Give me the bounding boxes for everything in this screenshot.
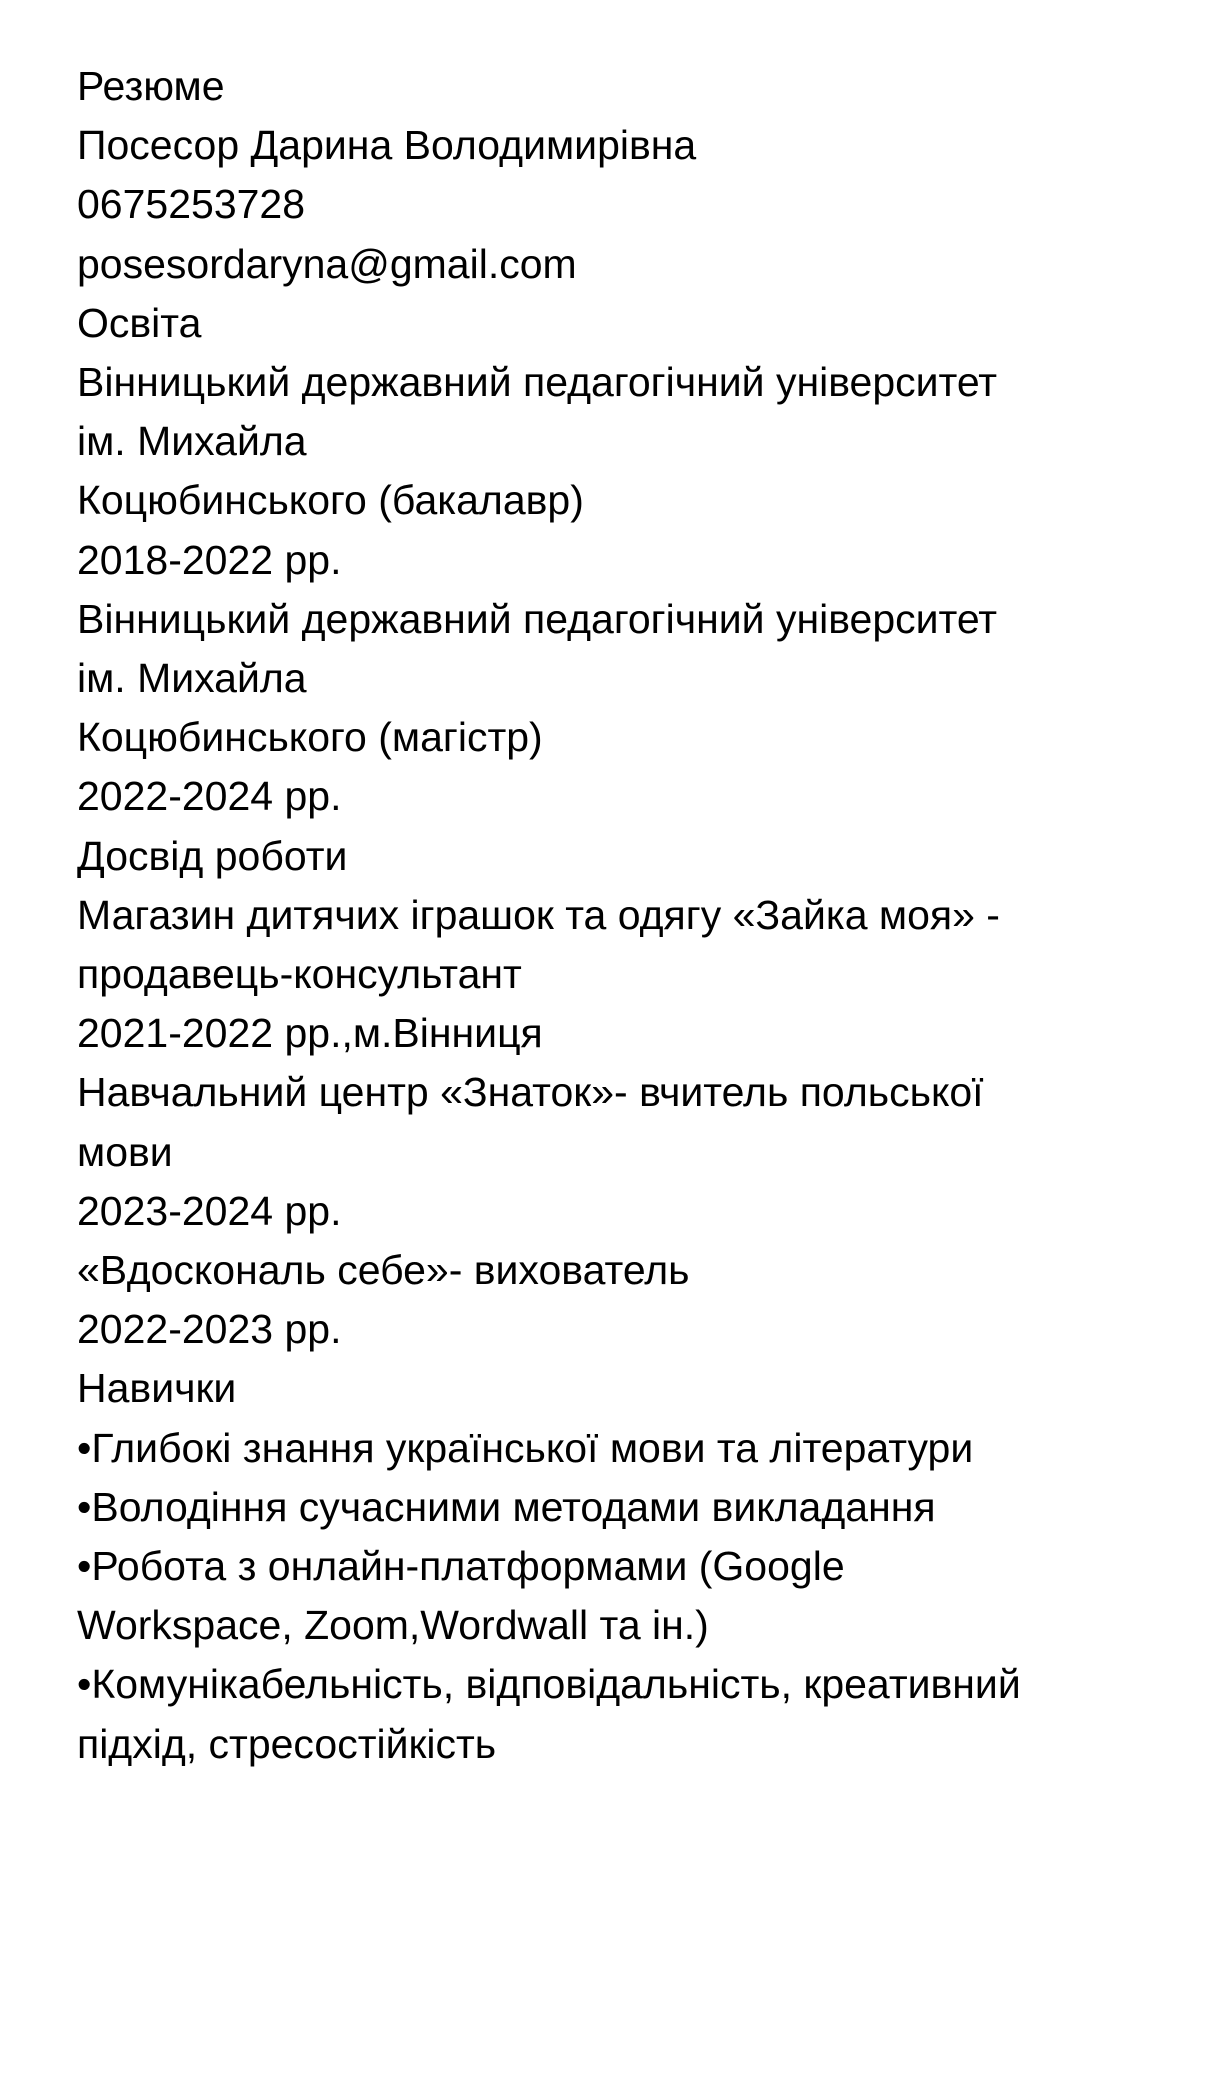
skill-item — [77, 1478, 1137, 1537]
experience-position-line: мови — [77, 1128, 173, 1175]
full-name: Посесор Дарина Володимирівна — [77, 122, 697, 169]
skill-line: •Глибокі знання української мови та літератури — [77, 1424, 974, 1471]
experience-position-line: Навчальний центр «Знаток»- вчитель польської — [77, 1069, 984, 1116]
experience-position-line: «Вдоскональ себе»- вихователь — [77, 1247, 690, 1294]
education-institution-line: Вінницький державний педагогічний університет — [77, 595, 998, 642]
experience-entry — [77, 886, 1137, 1064]
email-address: posesordaryna@gmail.com — [77, 240, 577, 287]
experience-position-line: Магазин дитячих іграшок та одягу «Зайка моя» - — [77, 891, 1000, 938]
experience-entry — [77, 1063, 1137, 1241]
experience-years: 2021-2022 рр.,м.Вінниця — [77, 1010, 543, 1057]
skill-item — [77, 1419, 1137, 1478]
education-heading: Освіта — [77, 299, 202, 346]
education-degree-line: Коцюбинського (бакалавр) — [77, 477, 584, 524]
skill-line: Workspace, Zoom,Wordwall та ін.) — [77, 1602, 709, 1649]
skill-item — [77, 1655, 1137, 1773]
phone-number: 0675253728 — [77, 181, 306, 228]
resume-document — [77, 57, 1137, 1774]
education-years: 2018-2022 рр. — [77, 536, 342, 583]
education-institution-line: ім. Михайла — [77, 655, 307, 702]
experience-position-line: продавець-консультант — [77, 951, 522, 998]
experience-entry — [77, 1241, 1137, 1359]
skill-item — [77, 1537, 1137, 1655]
experience-years: 2023-2024 рр. — [77, 1187, 342, 1234]
resume-title: Резюме — [77, 63, 225, 109]
education-degree-line: Коцюбинського (магістр) — [77, 714, 543, 761]
education-institution-line: ім. Михайла — [77, 418, 307, 465]
education-entry — [77, 353, 1137, 590]
skill-line: •Комунікабельність, відповідальність, креативний — [77, 1661, 1021, 1708]
education-years: 2022-2024 рр. — [77, 773, 342, 820]
skill-line: підхід, стресостійкість — [77, 1720, 497, 1767]
education-entry — [77, 590, 1137, 827]
experience-years: 2022-2023 рр. — [77, 1306, 342, 1353]
education-institution-line: Вінницький державний педагогічний університет — [77, 359, 998, 406]
skill-line: •Робота з онлайн-платформами (Google — [77, 1543, 845, 1590]
skill-line: •Володіння сучасними методами викладання — [77, 1483, 936, 1530]
skills-heading: Навички — [77, 1365, 237, 1412]
experience-heading: Досвід роботи — [77, 832, 348, 879]
